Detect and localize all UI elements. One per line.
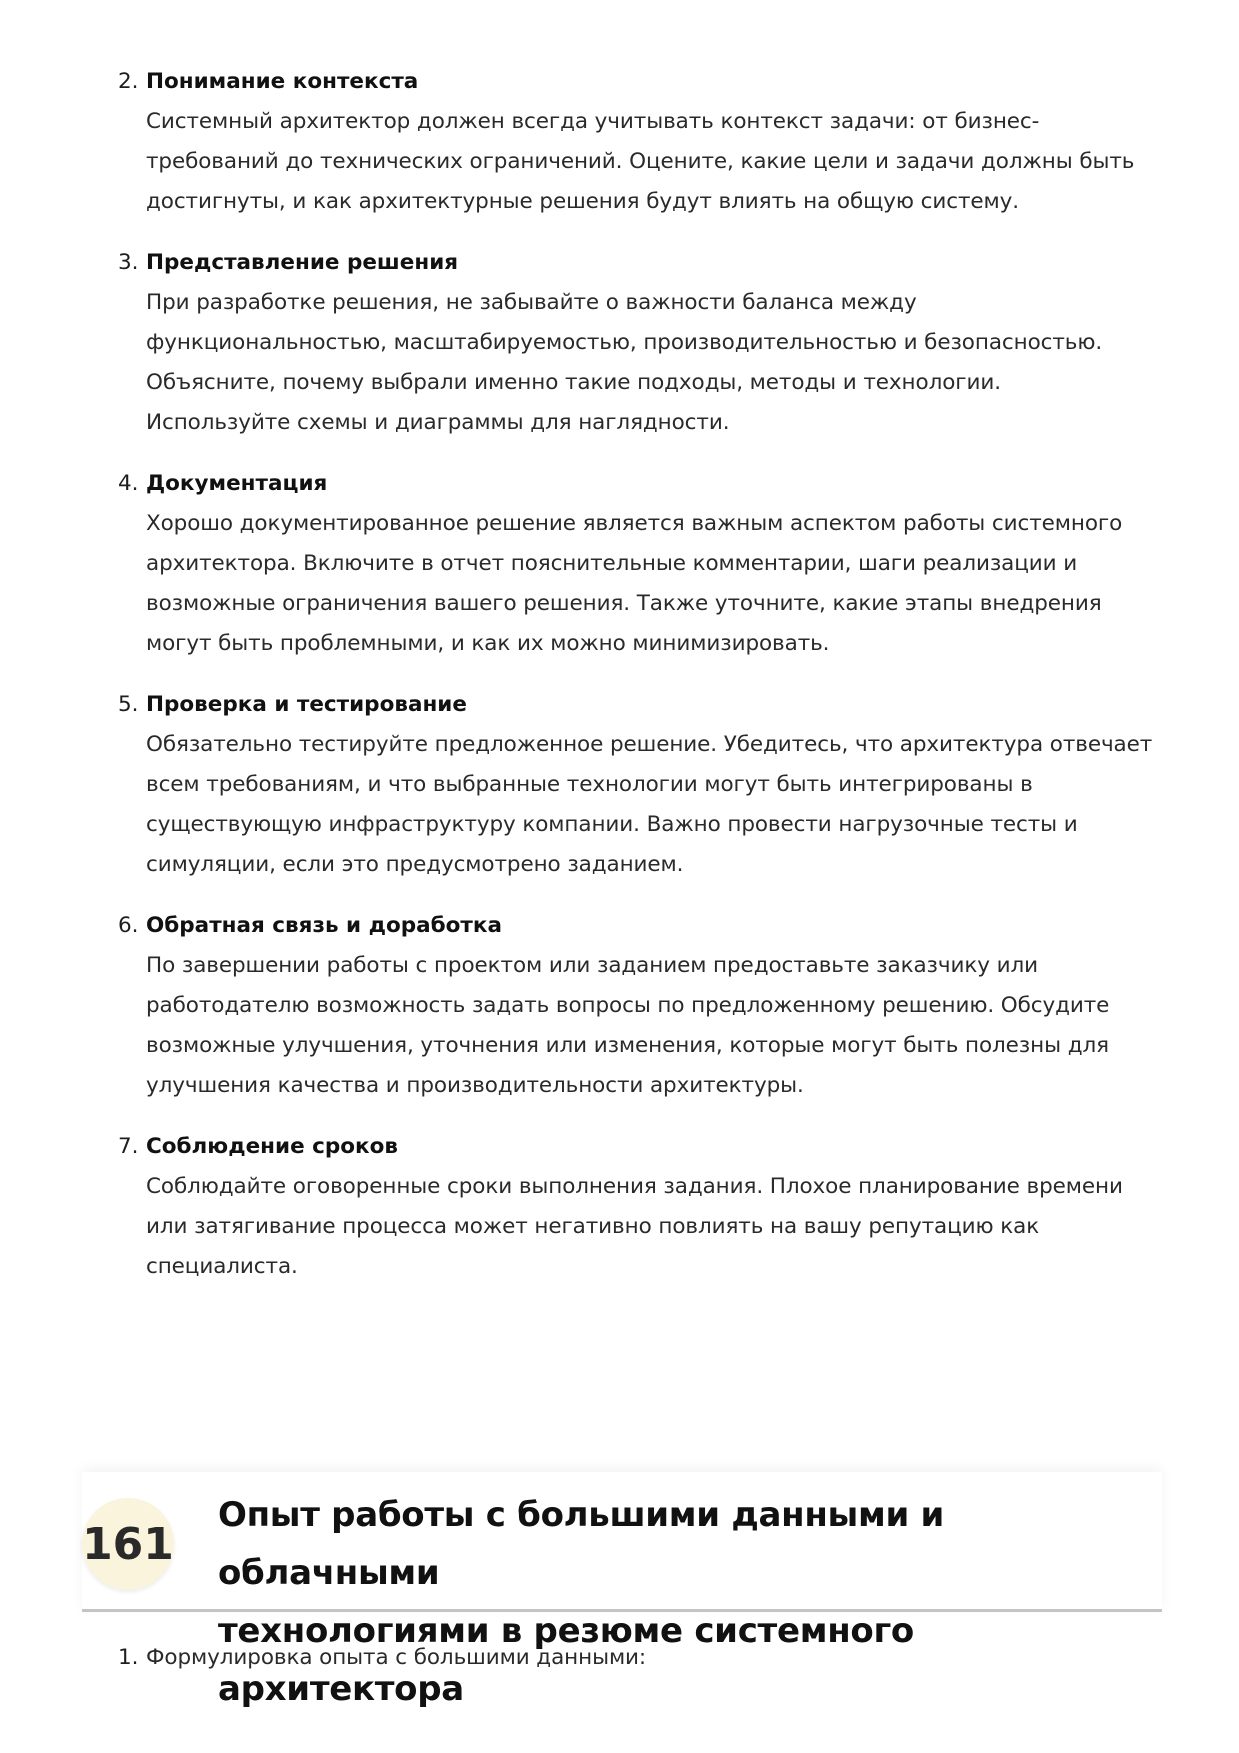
item-text-line: Обязательно тестируйте предложенное решение. Убедитесь, что архитектура отвечает — [146, 732, 1153, 757]
list-item — [118, 1638, 1158, 1678]
item-number: 7. — [118, 1134, 139, 1159]
item-number: 2. — [118, 69, 139, 94]
item-number: 6. — [118, 913, 139, 938]
item-text-line: При разработке решения, не забывайте о важности баланса между — [146, 290, 917, 315]
item-title: Понимание контекста — [146, 69, 419, 94]
item-title: Документация — [146, 471, 328, 496]
item-number: 3. — [118, 250, 139, 275]
item-text-line: существующую инфраструктуру компании. Важно провести нагрузочные тесты и — [146, 812, 1078, 837]
item-text-line: симуляции, если это предусмотрено заданием. — [146, 852, 684, 877]
item-text-line: архитектора. Включите в отчет пояснительные комментарии, шаги реализации и — [146, 551, 1078, 576]
item-text-line: могут быть проблемными, и как их можно минимизировать. — [146, 631, 830, 656]
item-number: 5. — [118, 692, 139, 717]
item-title: Обратная связь и доработка — [146, 913, 502, 938]
section-title-line: технологиями в резюме системного архитектора — [218, 1611, 914, 1709]
item-text-line: Формулировка опыта с большими данными: — [146, 1645, 647, 1670]
list-item — [118, 464, 1158, 664]
next-section-list — [118, 1638, 1158, 1678]
item-number: 1. — [118, 1645, 139, 1670]
item-number: 4. — [118, 471, 139, 496]
item-text-line: специалиста. — [146, 1254, 298, 1279]
item-text-line: По завершении работы с проектом или заданием предоставьте заказчику или — [146, 953, 1038, 978]
item-title: Представление решения — [146, 250, 459, 275]
item-text-line: Системный архитектор должен всегда учитывать контекст задачи: от бизнес- — [146, 109, 1040, 134]
item-text-line: функциональностью, масштабируемостью, производительностью и безопасностью. — [146, 330, 1103, 355]
item-text-line: возможные ограничения вашего решения. Также уточните, какие этапы внедрения — [146, 591, 1102, 616]
item-title: Соблюдение сроков — [146, 1134, 399, 1159]
section-number-badge: 161 — [82, 1498, 174, 1590]
section-title — [218, 1486, 1158, 1718]
item-title: Проверка и тестирование — [146, 692, 467, 717]
section-title-line: Опыт работы с большими данными и облачными — [218, 1495, 945, 1593]
item-text-line: достигнуты, и как архитектурные решения будут влиять на общую систему. — [146, 189, 1019, 214]
item-text-line: Хорошо документированное решение является важным аспектом работы системного — [146, 511, 1123, 536]
item-text-line: улучшения качества и производительности архитектуры. — [146, 1073, 804, 1098]
list-item — [118, 1127, 1158, 1287]
list-item — [118, 685, 1158, 885]
list-item — [118, 62, 1158, 222]
list-item — [118, 243, 1158, 443]
recommendation-list — [118, 62, 1158, 1308]
item-text-line: Соблюдайте оговоренные сроки выполнения задания. Плохое планирование времени — [146, 1174, 1123, 1199]
item-text-line: или затягивание процесса может негативно повлиять на вашу репутацию как — [146, 1214, 1040, 1239]
item-text-line: возможные улучшения, уточнения или изменения, которые могут быть полезны для — [146, 1033, 1109, 1058]
item-text-line: работодателю возможность задать вопросы по предложенному решению. Обсудите — [146, 993, 1110, 1018]
item-text-line: всем требованиям, и что выбранные технологии могут быть интегрированы в — [146, 772, 1033, 797]
list-item — [118, 906, 1158, 1106]
item-text-line: требований до технических ограничений. Оцените, какие цели и задачи должны быть — [146, 149, 1135, 174]
item-text-line: Используйте схемы и диаграммы для наглядности. — [146, 410, 730, 435]
item-text-line: Объясните, почему выбрали именно такие подходы, методы и технологии. — [146, 370, 1001, 395]
